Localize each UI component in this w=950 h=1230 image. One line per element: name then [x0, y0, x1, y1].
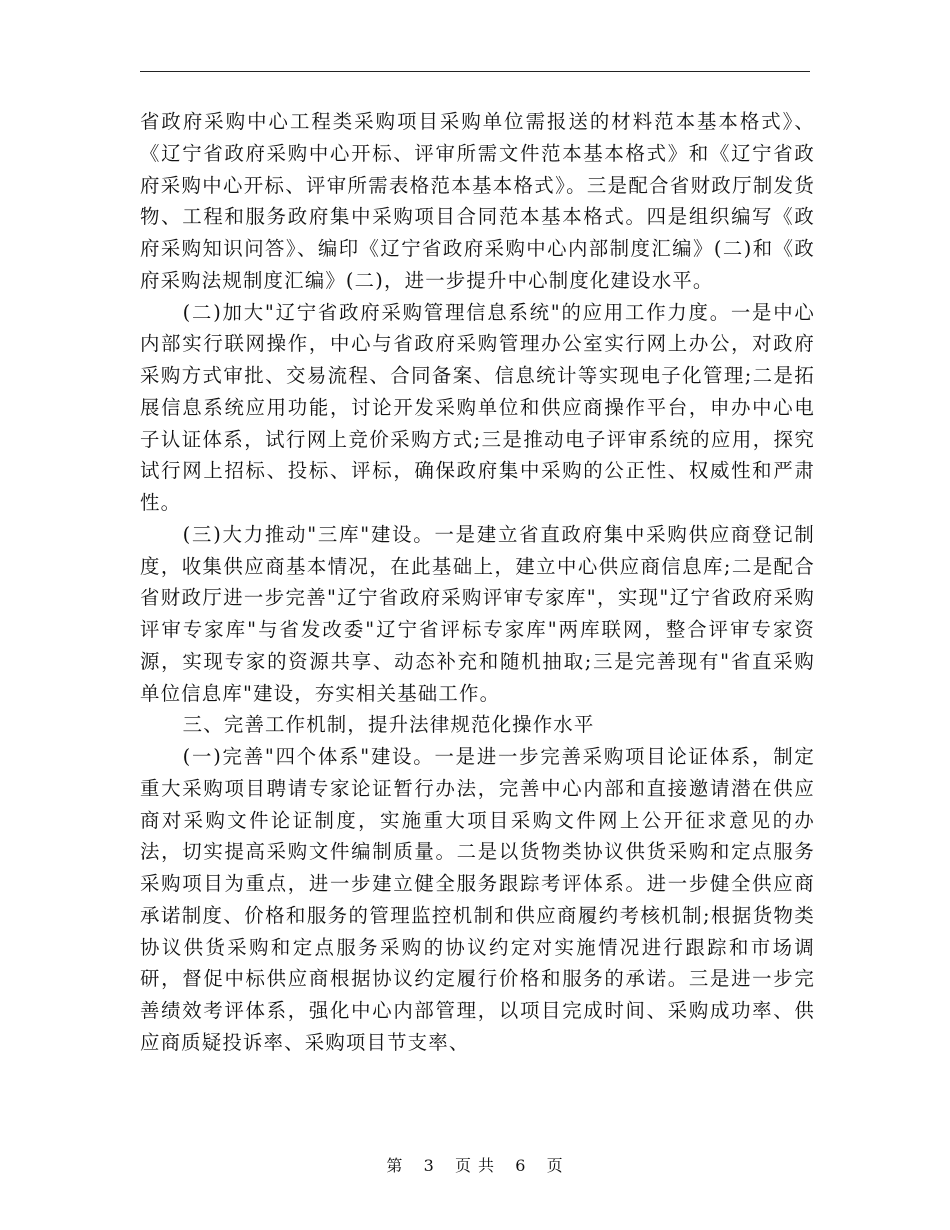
paragraph-5: (一)完善"四个体系"建设。一是进一步完善采购项目论证体系，制定重大采购项目聘请专家论证暂行办法，完善中心内部和直接邀请潜在供应商对采购文件论证制度，实施重大项目采购文件网上公开征求意见的办法，切实提高采购文件编制质量。二是以货物类协议供货采购和定点服务采购项目为重点，进一步建立健全服务跟踪考评体系。进一步健全供应商承诺制度、价格和服务的管理监控机制和供应商履约考核机制;根据货物类协议供货采购和定点服务采购的协议约定对实施情况进行跟踪和市场调研，督促中标供应商根据协议约定履行价格和服务的承诺。三是进一步完善绩效考评体系，强化中心内部管理，以项目完成时间、采购成功率、供应商质疑投诉率、采购项目节支率、 — [140, 745, 815, 1054]
paragraph-3: (三)大力推动"三库"建设。一是建立省直政府集中采购供应商登记制度，收集供应商基本情况，在此基础上，建立中心供应商信息库;二是配合省财政厅进一步完善"辽宁省政府采购评审专家库"，实现"辽宁省政府采购评审专家库"与省发改委"辽宁省评标专家库"两库联网，整合评审专家资源，实现专家的资源共享、动态补充和随机抽取;三是完善现有"省直采购单位信息库"建设，夯实相关基础工作。 — [140, 522, 815, 705]
section-heading: 三、完善工作机制，提升法律规范化操作水平 — [182, 713, 595, 737]
document-body — [140, 106, 815, 1059]
paragraph-1: 省政府采购中心工程类采购项目采购单位需报送的材料范本基本格式》、《辽宁省政府采购中心开标、评审所需文件范本基本格式》和《辽宁省政府采购中心开标、评审所需表格范本基本格式》。三是配合省财政厅制发货物、工程和服务政府集中采购项目合同范本基本格式。四是组织编写《政府采购知识问答》、编印《辽宁省政府采购中心内部制度汇编》(二)和《政府采购法规制度汇编》(二)，进一步提升中心制度化建设水平。 — [140, 110, 815, 292]
current-page-number: 3 — [423, 1156, 435, 1175]
paragraph-2: (二)加大"辽宁省政府采购管理信息系统"的应用工作力度。一是中心内部实行联网操作，中心与省政府采购管理办公室实行网上办公，对政府采购方式审批、交易流程、合同备案、信息统计等实现电子化管理;二是拓展信息系统应用功能，讨论开发采购单位和供应商操作平台，申办中心电子认证体系，试行网上竞价采购方式;三是推动电子评审系统的应用，探究试行网上招标、投标、评标，确保政府集中采购的公正性、权威性和严肃性。 — [140, 300, 815, 514]
total-pages-number: 6 — [515, 1156, 527, 1175]
header-rule — [140, 71, 810, 72]
footer-suffix: 页 — [546, 1156, 564, 1175]
footer-middle: 页 共 — [454, 1156, 496, 1175]
footer-prefix: 第 — [386, 1156, 404, 1175]
page-footer — [0, 1153, 950, 1176]
